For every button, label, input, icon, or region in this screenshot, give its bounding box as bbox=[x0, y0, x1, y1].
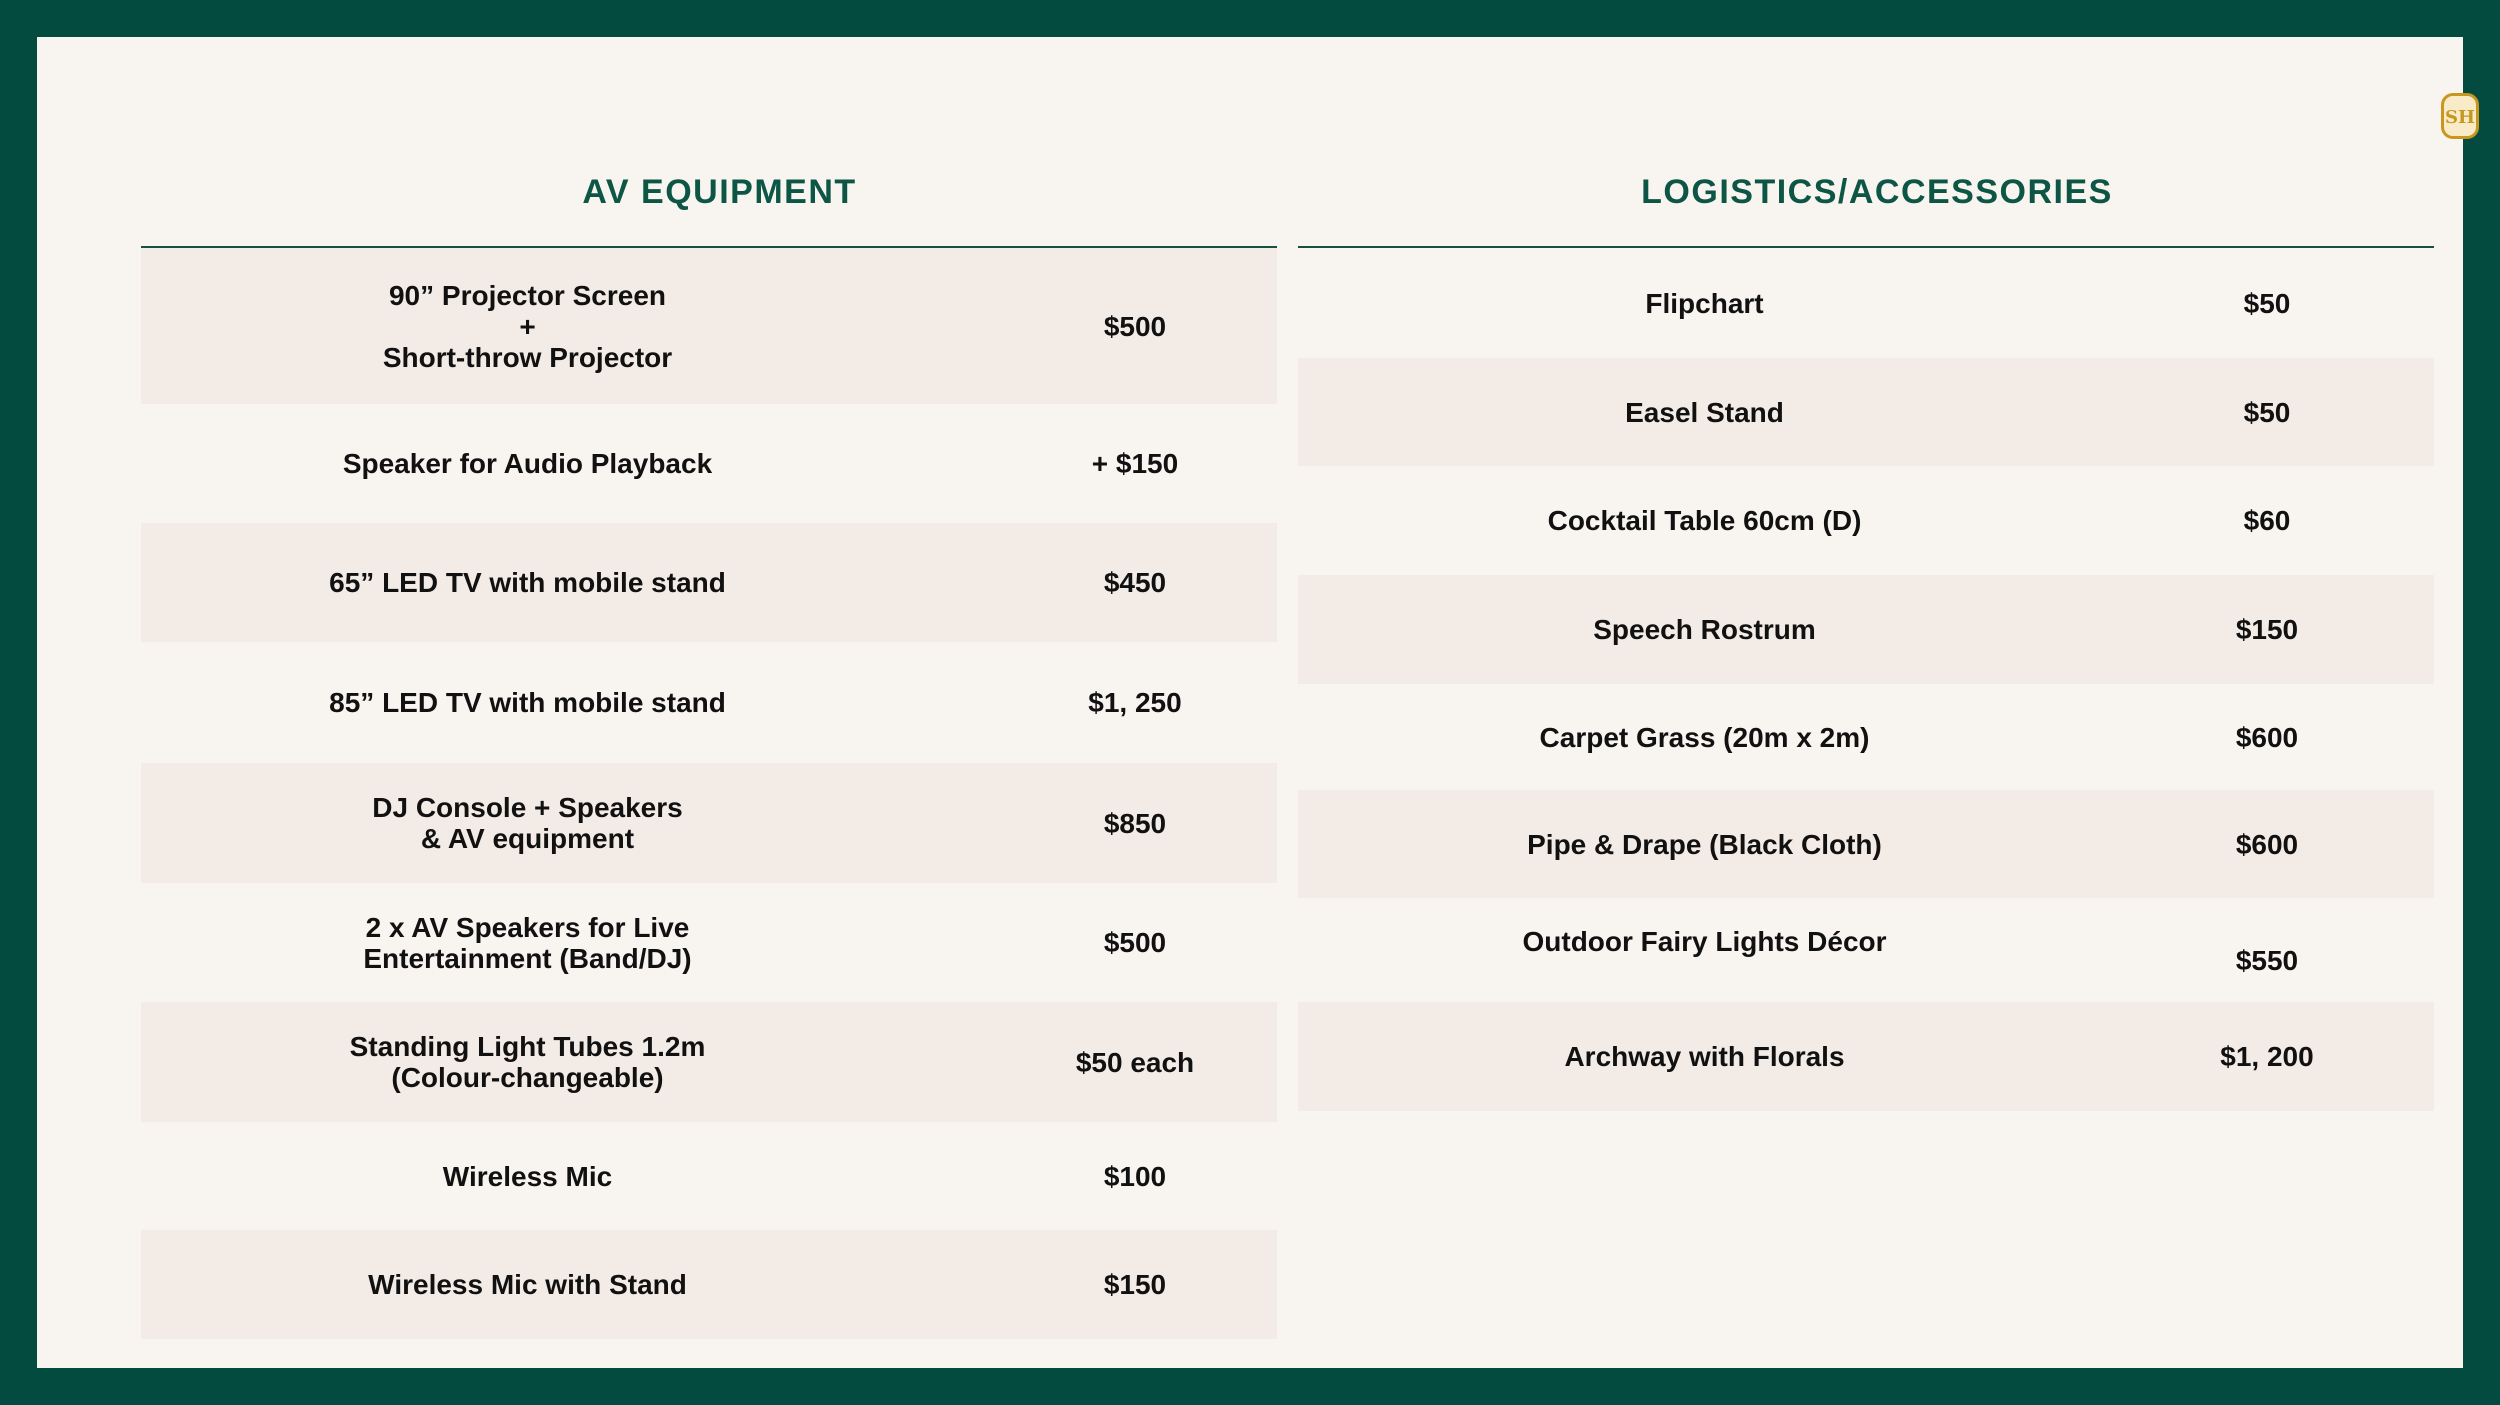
item-price bbox=[2012, 1002, 2500, 1111]
item-name bbox=[141, 883, 914, 1002]
item-name bbox=[1298, 898, 2111, 1002]
table-row bbox=[141, 1002, 1277, 1122]
item-price bbox=[881, 1230, 1389, 1339]
table-row bbox=[141, 883, 1277, 1002]
item-price-text: $50 bbox=[2243, 287, 2291, 319]
item-name-line: & AV equipment bbox=[420, 823, 635, 854]
item-price-text: $1, 250 bbox=[1088, 687, 1182, 718]
table-row bbox=[1298, 790, 2434, 898]
table-row bbox=[1298, 358, 2434, 466]
item-name-line: Carpet Grass (20m x 2m) bbox=[1539, 721, 1870, 753]
av-equipment-heading: AV EQUIPMENT bbox=[582, 173, 857, 211]
item-name-line: Outdoor Fairy Lights Décor bbox=[1522, 925, 1887, 957]
item-name bbox=[141, 1002, 914, 1122]
svg-text:SH: SH bbox=[2445, 107, 2475, 128]
item-name bbox=[1298, 248, 2111, 358]
item-name-line: Wireless Mic bbox=[442, 1160, 613, 1192]
item-name-line: Flipchart bbox=[1645, 287, 1764, 319]
table-row bbox=[141, 404, 1277, 523]
item-name bbox=[1298, 358, 2111, 466]
item-price bbox=[2012, 684, 2500, 790]
table-row bbox=[1298, 1002, 2434, 1111]
item-name bbox=[1298, 684, 2111, 790]
item-name-line: 65” LED TV with mobile stand bbox=[329, 567, 726, 598]
item-name bbox=[141, 404, 914, 523]
item-price-text: $1, 200 bbox=[2220, 1041, 2314, 1072]
item-price-text: $500 bbox=[1103, 310, 1167, 342]
item-price bbox=[881, 1122, 1389, 1230]
table-row bbox=[141, 1230, 1277, 1339]
table-row bbox=[1298, 248, 2434, 358]
item-price-text: $600 bbox=[2235, 828, 2299, 860]
item-name-line: Wireless Mic with Stand bbox=[368, 1269, 687, 1300]
item-name bbox=[141, 523, 914, 642]
sh-monogram-icon bbox=[2441, 93, 2479, 139]
table-row bbox=[141, 642, 1277, 763]
item-price-text: $500 bbox=[1103, 927, 1167, 958]
price-sheet bbox=[37, 37, 2475, 1368]
item-price bbox=[2012, 466, 2500, 575]
table-row bbox=[141, 1122, 1277, 1230]
item-name-line: Archway with Florals bbox=[1564, 1041, 1845, 1072]
item-name bbox=[141, 763, 914, 883]
item-name bbox=[1298, 1002, 2111, 1111]
item-name-line: 90” Projector Screen bbox=[388, 279, 667, 311]
item-price-text: $60 bbox=[2243, 505, 2291, 536]
item-name bbox=[141, 1230, 914, 1339]
item-name-line: Entertainment (Band/DJ) bbox=[363, 942, 692, 974]
table-row bbox=[1298, 466, 2434, 575]
item-price-text: + $150 bbox=[1091, 448, 1179, 479]
item-price-text: $100 bbox=[1103, 1160, 1167, 1192]
item-name-line: Pipe & Drape (Black Cloth) bbox=[1527, 828, 1882, 860]
item-price-text: $50 bbox=[2243, 396, 2291, 428]
table-row bbox=[141, 248, 1277, 404]
item-name bbox=[1298, 575, 2111, 684]
table-row bbox=[1298, 684, 2434, 790]
item-name-line: DJ Console + Speakers bbox=[372, 792, 683, 823]
item-name-line: Speech Rostrum bbox=[1593, 614, 1816, 645]
item-name-line: 2 x AV Speakers for Live bbox=[365, 911, 690, 943]
table-row bbox=[1298, 575, 2434, 684]
item-price bbox=[2012, 790, 2500, 898]
table-row bbox=[1298, 898, 2434, 1002]
item-price-text: $850 bbox=[1103, 807, 1167, 839]
item-name bbox=[1298, 466, 2111, 575]
item-name-line: Easel Stand bbox=[1625, 396, 1784, 428]
item-price-text: $550 bbox=[2235, 944, 2299, 976]
item-price-text: $150 bbox=[2235, 614, 2299, 645]
item-price bbox=[2012, 575, 2500, 684]
item-price-text: $450 bbox=[1103, 567, 1167, 598]
item-price bbox=[2012, 248, 2500, 358]
item-name bbox=[141, 1122, 914, 1230]
item-name-line: + bbox=[519, 310, 536, 342]
logistics-heading: LOGISTICS/ACCESSORIES bbox=[1641, 173, 2113, 211]
item-name-line: (Colour-changeable) bbox=[391, 1062, 664, 1093]
item-name bbox=[141, 248, 914, 404]
item-name-line: Speaker for Audio Playback bbox=[342, 448, 713, 479]
item-price-text: $150 bbox=[1103, 1269, 1167, 1300]
item-price-text: $50 each bbox=[1075, 1046, 1195, 1078]
table-row bbox=[141, 523, 1277, 642]
item-name bbox=[141, 642, 914, 763]
item-name-line: 85” LED TV with mobile stand bbox=[329, 687, 726, 718]
item-price bbox=[2012, 358, 2500, 466]
item-name-line: Standing Light Tubes 1.2m bbox=[349, 1031, 706, 1062]
item-name-line: Cocktail Table 60cm (D) bbox=[1547, 505, 1862, 536]
item-price bbox=[2012, 898, 2500, 1002]
item-name bbox=[1298, 790, 2111, 898]
item-price-text: $600 bbox=[2235, 721, 2299, 753]
item-name-line: Short-throw Projector bbox=[382, 341, 673, 373]
table-row bbox=[141, 763, 1277, 883]
